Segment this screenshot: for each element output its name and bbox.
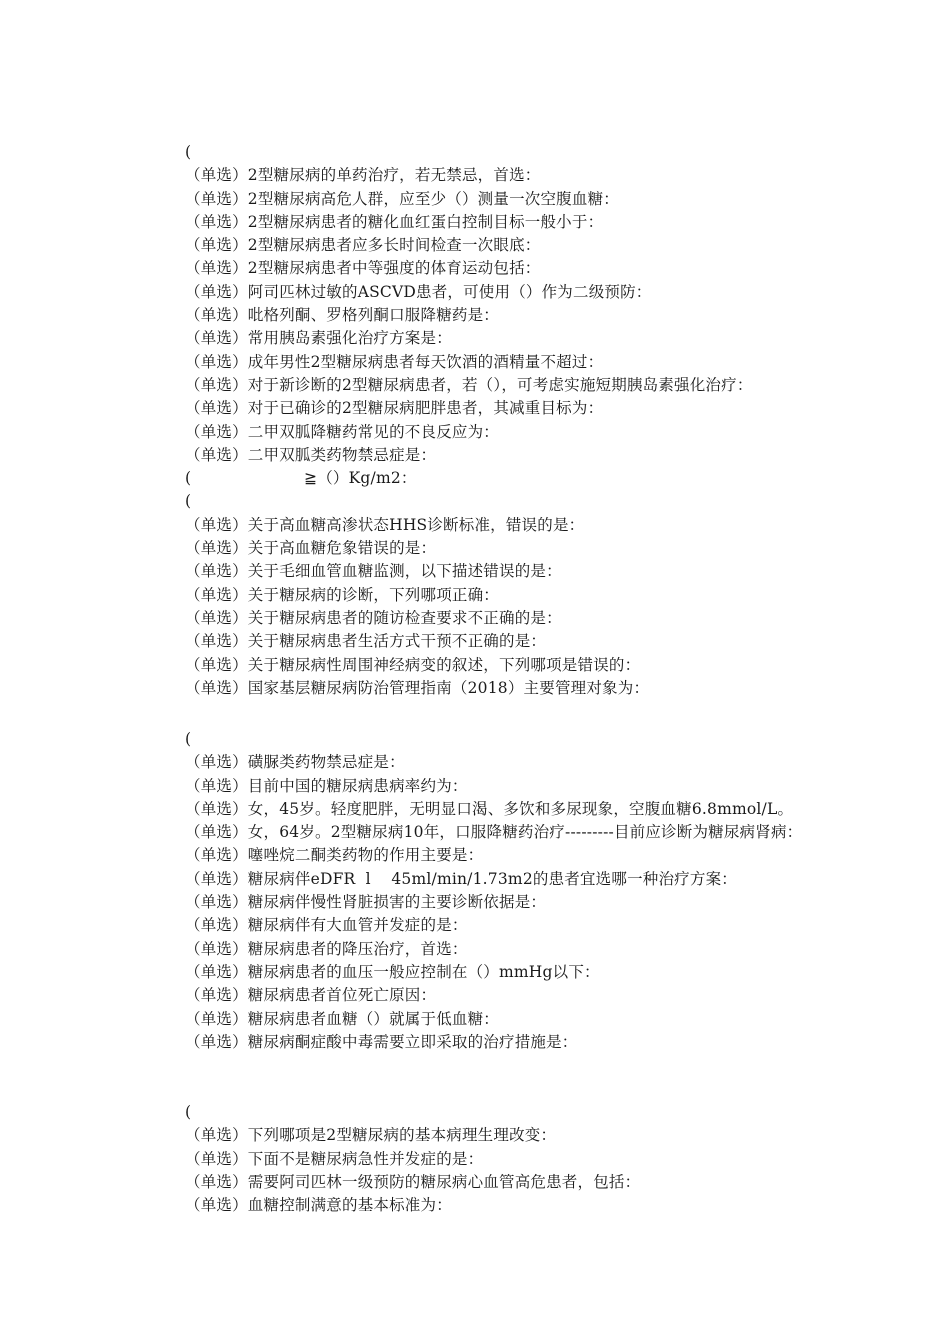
question-line: （单选）关于高血糖高渗状态HHS诊断标准，错误的是： [185,515,585,534]
question-line: （单选）目前中国的糖尿病患病率约为： [185,776,468,795]
question-line: （单选）关于糖尿病患者的随访检查要求不正确的是： [185,608,562,627]
question-line: （单选）关于糖尿病患者生活方式干预不正确的是： [185,632,547,651]
question-line: （单选）糖尿病伴慢性肾脏损害的主要诊断依据是： [185,893,547,912]
question-line: （单选）糖尿病患者首位死亡原因： [185,986,437,1005]
question-line: （单选）常用胰岛素强化治疗方案是： [185,329,452,348]
question-line: （单选）二甲双胍降糖药常见的不良反应为： [185,422,500,441]
question-line: （单选）关于糖尿病的诊断，下列哪项正确： [185,585,500,604]
question-line: （单选）糖尿病患者血糖（）就属于低血糖： [185,1009,500,1028]
question-line: （单选）国家基层糖尿病防治管理指南（2018）主要管理对象为： [185,678,650,697]
question-line: （单选）需要阿司匹林一级预防的糖尿病心血管高危患者，包括： [185,1172,641,1191]
question-line: （单选）女，45岁。轻度肥胖，无明显口渴、多饮和多尿现象，空腹血糖6.8mmol/L。 [185,799,794,818]
question-list-section-2 [185,728,945,1054]
question-line: （单选）糖尿病患者的血压一般应控制在（）mmHg以下： [185,962,600,981]
question-line: （单选）噻唑烷二酮类药物的作用主要是： [185,846,484,865]
question-list-section-1 [185,141,945,700]
question-line: （单选）关于高血糖危象错误的是： [185,539,437,558]
question-line: （单选）吡格列酮、罗格列酮口服降糖药是： [185,306,500,325]
question-line: （单选）关于毛细血管血糖监测，以下描述错误的是： [185,562,562,581]
question-line: （单选）血糖控制满意的基本标准为： [185,1196,452,1215]
question-list-section-3 [185,1101,945,1217]
question-line: （单选）关于糖尿病性周围神经病变的叙述，下列哪项是错误的： [185,655,641,674]
question-line: （单选）下面不是糖尿病急性并发症的是： [185,1149,484,1168]
question-line: （单选）成年男性2型糖尿病患者每天饮酒的酒精量不超过： [185,352,604,371]
question-line: （单选）2型糖尿病患者的糖化血红蛋白控制目标一般小于： [185,212,604,231]
question-line: （单选）糖尿病伴有大血管并发症的是： [185,916,468,935]
question-line: （单选）2型糖尿病患者中等强度的体育运动包括： [185,259,541,278]
question-line: ( [185,143,192,161]
question-line: （单选）女，64岁。2型糖尿病10年，口服降糖药治疗---------目前应诊断为糖尿病肾病： [185,823,803,842]
question-line: ( [185,730,192,748]
question-line: ( ≧（）Kg/m2： [185,469,417,488]
question-line: （单选）下列哪项是2型糖尿病的基本病理生理改变： [185,1126,557,1145]
question-line: （单选）2型糖尿病的单药治疗，若无禁忌，首选： [185,166,541,185]
question-line: （单选）糖尿病伴eDFR l 45ml/min/1.73m2的患者宜选哪一种治疗方案： [185,869,737,888]
question-line: ( [185,492,192,511]
question-line: ( [185,1103,192,1121]
question-line: （单选）阿司匹林过敏的ASCVD患者，可使用（）作为二级预防： [185,282,652,301]
question-line: （单选）糖尿病酮症酸中毒需要立即采取的治疗措施是： [185,1032,578,1051]
question-line: （单选）二甲双胍类药物禁忌症是： [185,445,437,464]
question-line: （单选）2型糖尿病患者应多长时间检查一次眼底： [185,236,541,255]
question-line: （单选）对于已确诊的2型糖尿病肥胖患者，其减重目标为： [185,399,604,418]
question-line: （单选）磺脲类药物禁忌症是： [185,753,405,772]
question-line: （单选）糖尿病患者的降压治疗，首选： [185,939,468,958]
question-line: （单选）2型糖尿病高危人群，应至少（）测量一次空腹血糖： [185,189,619,208]
question-line: （单选）对于新诊断的2型糖尿病患者，若（），可考虑实施短期胰岛素强化治疗： [185,375,753,394]
